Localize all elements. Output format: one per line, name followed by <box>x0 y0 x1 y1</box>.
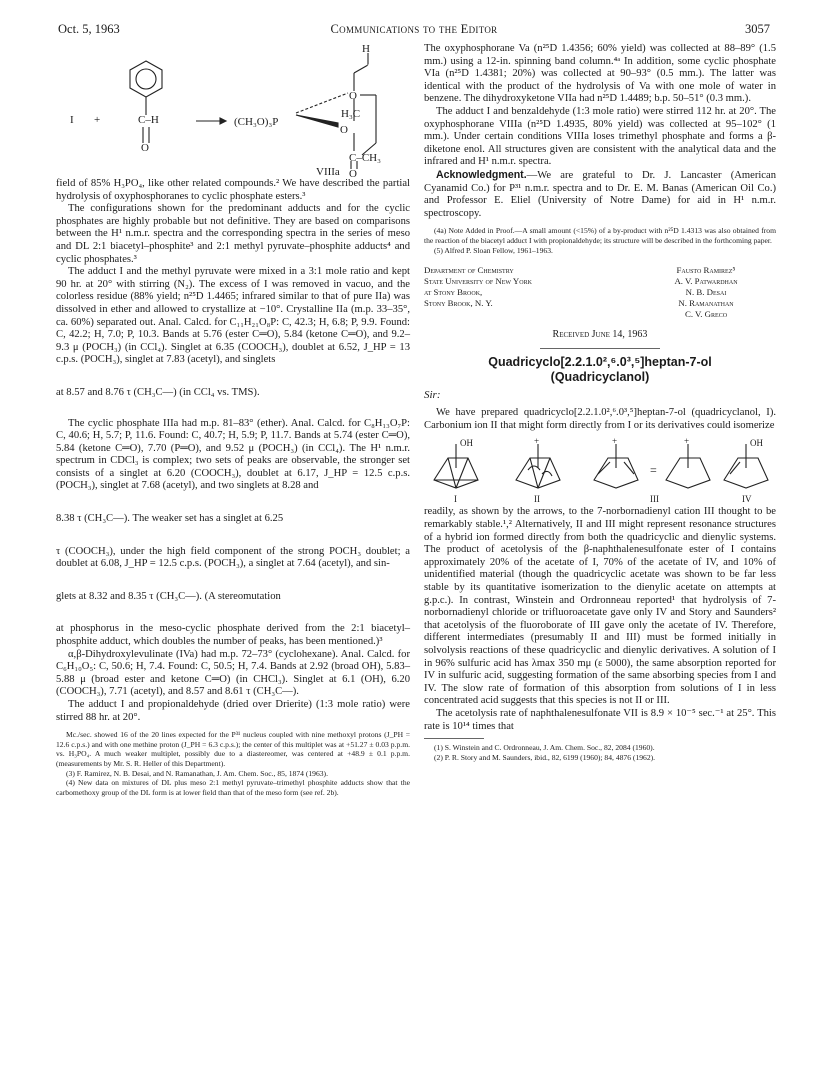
structure-III-label: III <box>650 494 659 505</box>
right-footnote-4a: (4a) Note Added in Proof.—A small amount (<15%) of a by-product with n²⁵D 1.4313 was also obtained from the reaction of the biacetyl adduct I with propionaldehyde; its structure will be described in the forthcoming paper. <box>424 226 776 245</box>
right-paragraph-2: The adduct I and benzaldehyde (1:3 mole ratio) were stirred 112 hr. at 20°. The oxyphosphorane VIIIa (n²⁵D 1.4935, 80% yield) was collected at 95–102° (1 mm.). Under certain conditions VIIIa loses trimethyl phosphate and forms a β-diketone enol. All structures given are consistent with the analytical data and the infrared and H¹ n.m.r. spectra. <box>424 105 776 168</box>
left-paragraph-6: 8.38 τ (CH₃C—). The weaker set has a singlet at 6.25 <box>56 513 284 525</box>
scheme-aldehyde-ch: C–H <box>138 114 159 126</box>
author-name-4: N. Ramanathan <box>678 298 734 309</box>
author-names <box>636 265 776 320</box>
reference-1: (1) S. Winstein and C. Ordronneau, J. Am. Chem. Soc., 82, 2084 (1960). <box>434 743 655 753</box>
structures-I-to-IV <box>424 434 776 504</box>
acknowledgment <box>424 169 776 220</box>
quadricyclanol-paragraph-3: The acetolysis rate of naphthalenesulfonate VII is 8.9 × 10⁻⁵ sec.⁻¹ at 25°. This rate is 10¹⁴ times that <box>424 707 776 732</box>
scheme-carbonyl-o: O <box>349 168 357 178</box>
left-column <box>56 43 410 797</box>
author-name-1: Fausto Ramirez⁵ <box>676 265 736 276</box>
left-paragraph-3: The adduct I and the methyl pyruvate were mixed in a 3:1 mole ratio and kept 90 hr. at 20° with stirring (N₂). The excess of I was removed in vacuo, and the colorless residue (88% yield; n²⁵D 1.4465; infrared similar to that of pure IIa) was dissolved in ether and allowed to crystallize at −10°. Crystalline IIa (m.p. 33–35°, ca. 60%) separated out. Anal. Calcd. for C₁₁H₂₁O₈P: C, 42.3; H, 6.8; P, 9.9. Found: C, 42.2; H, 7.0; P, 10.3. Bands at 5.76 (ester C═O), 5.84 (ketone C═O), and 9.2–9.3 μ (POCH₃) (in CCl₄). Singlet at 6.35 (COOCH₃), doublet at 6.52, J_HP = 13 c.p.s. (POCH₃), singlet at 7.83 (acetyl), and singlets <box>56 266 410 366</box>
scheme-ring-o-bottom: O <box>340 124 348 136</box>
author-name-5: C. V. Greco <box>684 309 728 320</box>
left-paragraph-1: field of 85% H₃PO₄, like other related compounds.² We have described the partial hydrolysis of oxyphosphoranes to cyclic phosphate esters.³ <box>56 178 410 202</box>
left-paragraph-7: τ (COOCH₃), under the high field component of the strong POCH₃ doublet; a doublet at 6.08, J_HP = 12.5 c.p.s. (POCH₃), a singlet at 7.64 (acetyl), and sin- <box>56 545 410 570</box>
acknowledgment-text: —We are grateful to Dr. J. Lancaster (American Cyanamid Co.) for P³¹ n.m.r. spectra and to Dr. E. M. Banas (American Oil Co.) and Professor E. Eliel (University of Notre Dame) for aid in H¹ n.m.r. spectroscopy. <box>424 169 776 219</box>
author-name-3: N. B. Desai <box>685 287 727 298</box>
scheme-ccH3-label: C–CH₃ <box>349 152 381 164</box>
structure-III-alt-charge: + <box>684 436 690 447</box>
affiliation <box>424 265 532 309</box>
structure-IV-label: IV <box>742 494 752 505</box>
left-paragraph-5: The cyclic phosphate IIIa had m.p. 81–83° (ether). Anal. Calcd. for C₈H₁₃O₇P: C, 40.6; H, 5.7; P, 11.6. Found: C, 40.7; H, 5.9; P, 11.7. Bands at 5.74 (ester C═O), 5.84 (ketone C═O), 7.70 (P═O), and 9.52 μ (POCH₃) (in CCl₄). The H¹ n.m.r. spectrum in CDCl₃ is complex; two sets of peaks are observable, the stronger set consists of a singlet at 6.20 (COOCH₃), doublet at 6.17, J_HP = 12.5 c.p.s. (POCH₃), singlet at 7.68 (acetyl), and two singlets at 8.28 and <box>56 417 410 492</box>
structure-II-label: II <box>534 494 540 505</box>
structure-III-charge: + <box>612 436 618 447</box>
affiliation-line-2: State University of New York <box>424 276 532 287</box>
article-subtitle: (Quadricyclanol) <box>550 369 650 384</box>
structure-I-label: I <box>454 494 457 505</box>
left-paragraph-8: glets at 8.32 and 8.35 τ (CH₃C—). (A stereomutation <box>56 590 281 602</box>
quadricyclanol-paragraph-1: We have prepared quadricyclo[2.2.1.0²,⁶.0³,⁵]heptan-7-ol (quadricyclanol, I). Carbonium ion II that might form directly from I or its derivatives could isomerize <box>424 407 776 431</box>
scheme-h3c-label: H₃C <box>341 108 361 120</box>
header-page-number: 3057 <box>745 22 770 36</box>
scheme-phosphorus-group: (CH₃O)₃P <box>234 116 279 128</box>
left-footnote-4: (4) New data on mixtures of DL plus meso 2:1 methyl pyruvate–trimethyl phosphite adducts show that the carbomethoxy group of the DL form is at lower field than that of the meso form (see ref. 2b). <box>56 778 410 797</box>
scheme-plus-sign: + <box>94 114 101 126</box>
author-name-2: A. V. Patwardhan <box>674 276 738 287</box>
scheme-aldehyde-o: O <box>141 142 149 154</box>
scheme-product-label: VIIIa <box>316 166 340 178</box>
scheme-structure-drawing <box>56 43 410 178</box>
right-column <box>424 43 776 762</box>
page-header <box>58 22 770 38</box>
footnote-rule <box>424 738 484 739</box>
scheme-reagent-label: I <box>70 114 74 126</box>
left-paragraph-2: The configurations shown for the predominant adducts and for the cyclic phosphates are highly probable but not definitive. They are based on comparisons between the H¹ n.m.r. spectra and the corresponding spectra in the series of meso and DL 2:1 biacetyl–phosphite³ and 2:1 methyl pyruvate–phosphite adducts⁴ and cyclic phosphates.³ <box>56 203 410 265</box>
header-section: Communications to the Editor <box>330 22 498 36</box>
structure-IV-oh: OH <box>750 438 763 449</box>
structure-I-oh: OH <box>460 438 473 449</box>
structure-drawing-row <box>424 434 776 504</box>
right-paragraph-1: The oxyphosphorane Va (n²⁵D 1.4356; 60% yield) was collected at 88–89° (1.5 mm.) using a 12-in. spinning band column.⁴ᵃ In addition, some cyclic phosphate VIa (n²⁵D 1.4381; 20%) was collected at 90–93° (0.5 mm.). The latter was identical with the product of the hydrolysis of Va with one mole of water in benzene. The dihydroxyketone VIIa had n²⁵D 1.4489; b.p. 50–51° (0.3 mm.). <box>424 43 776 105</box>
left-footnote-1: Mc./sec. showed 16 of the 20 lines expected for the P³¹ nucleus coupled with nine methoxyl protons (J_PH = 12.6 c.p.s.) and with one methine proton (J_PH = 6.3 c.p.s.); the center of this multiplet was at +51.27 ± 0.03 p.p.m. vs. H₃PO₄. A much weaker multiplet, possibly due to a diastereomer, was centered at +48.9 ± 0.1 p.p.m. (measurements by Mr. S. R. Heller of this Department). <box>56 730 410 768</box>
left-paragraph-11: The adduct I and propionaldehyde (dried over Drierite) (1:3 mole ratio) were stirred 88 hr. at 20°. <box>56 699 410 723</box>
salutation: Sir: <box>424 388 441 401</box>
quadricyclanol-paragraph-2: readily, as shown by the arrows, to the 7-norbornadienyl cation III thought to be remarkably stable.¹,² Alternatively, II and III might represent resonance structures of a hybrid ion formed directly from both the quadricyclic and dienylic systems. The product of acetolysis of the β-naphthalenesulfonate ester of I contains approximately 20% of the acetate of I, 70% of the acetate of IV, and 10% of unidentified material (though the quadricyclic acetate was shown to be far less stable by its quantitative isomerization to the dienylic acetate on attempts at g.p.c.). In contrast, Winstein and Ordronneau reported¹ that hydrolysis of 7-norbornadienyl chloride or trifluoroacetate gave only IV and Story and Saunders² that acetolysis of the fluoroborate of III gave only the acetate of IV. Therefore, different intermediates (presumably II and III) must be formed initially in solvolysis reactions of these quadricyclic and dienylic derivatives. A solution of I in 96% sulfuric acid has λmax 350 mμ (ε 5000), the same absorption reported for IV in sulfuric acid, suggesting formation of the same absorbing species from I and IV. The slow rate of formation of this absorption from solutions of I in less concentrated acid suggests that this species is not II or III. <box>424 506 776 707</box>
scheme-ring-o-top: O <box>349 90 357 102</box>
acknowledgment-heading: Acknowledgment. <box>436 168 527 181</box>
received-date: Received June 14, 1963 <box>552 329 648 341</box>
article-title: Quadricyclo[2.2.1.0²,⁶.0³,⁵]heptan-7-ol <box>488 354 712 369</box>
left-footnote-3: (3) F. Ramirez, N. B. Desai, and N. Ramanathan, J. Am. Chem. Soc., 85, 1874 (1963). <box>66 768 328 778</box>
scheme-h-label: H <box>362 43 370 55</box>
section-divider <box>540 348 660 349</box>
left-paragraph-9: at phosphorus in the meso-cyclic phosphate derived from the 2:1 biacetyl–phosphite adduct, which doubles the number of peaks, has been mentioned.)³ <box>56 623 410 648</box>
affiliation-line-4: Stony Brook, N. Y. <box>424 298 493 309</box>
affiliation-line-1: Department of Chemistry <box>424 265 514 276</box>
reaction-scheme <box>56 43 410 178</box>
right-footnote-5: (5) Alfred P. Sloan Fellow, 1961–1963. <box>434 245 553 255</box>
left-paragraph-4: at 8.57 and 8.76 τ (CH₃C—) (in CCl₄ vs. TMS). <box>56 386 260 398</box>
left-paragraph-10: α,β-Dihydroxylevulinate (IVa) had m.p. 72–73° (cyclohexane). Anal. Calcd. for C₆H₁₀O₅: C, 50.6; H, 7.4. Found: C, 50.5; H, 7.4. Bands at 2.92 (broad OH), 5.83–5.88 μ (broad ester and ketone C═O) (in CHCl₃). Singlet at 6.1 (OH), 6.20 (COOCH₃), 7.71 (acetyl), and 8.57 and 8.61 τ (CH₃C—). <box>56 648 410 698</box>
header-date: Oct. 5, 1963 <box>58 22 120 36</box>
affiliation-line-3: at Stony Brook, <box>424 287 483 298</box>
reference-2: (2) P. R. Story and M. Saunders, ibid., 82, 6199 (1960); 84, 4876 (1962). <box>434 752 656 762</box>
author-signature-block <box>424 265 776 323</box>
structure-II-charge: + <box>534 436 540 447</box>
structure-equals-sign: = <box>650 463 657 478</box>
